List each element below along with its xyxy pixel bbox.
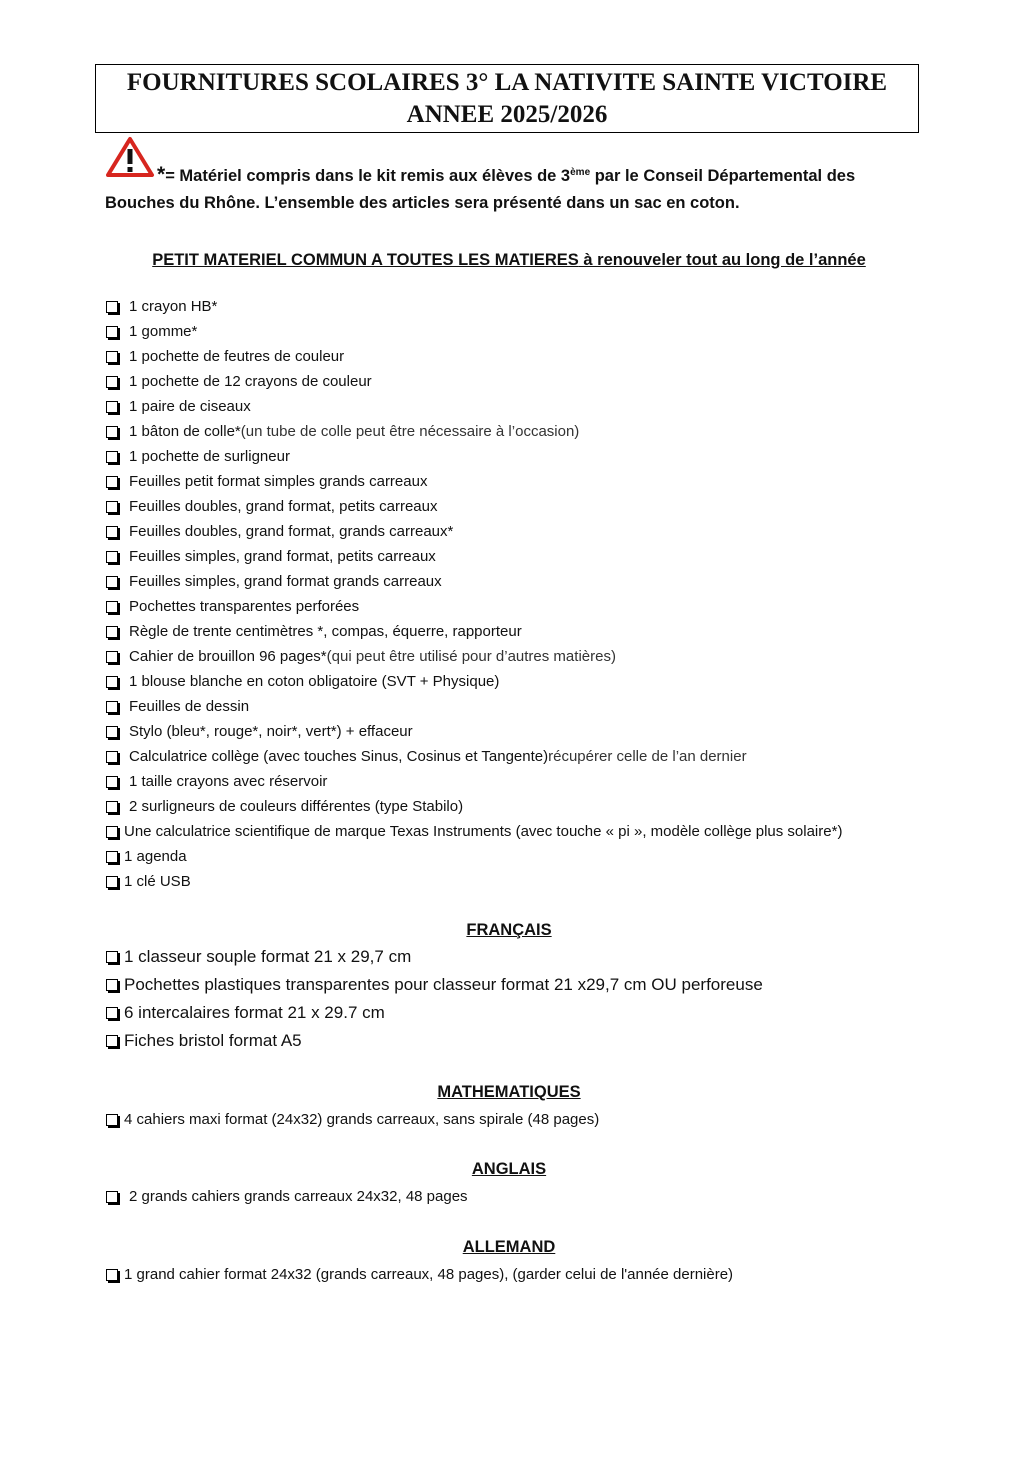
item-text: Stylo (bleu*, rouge*, noir*, vert*) + effaceur	[129, 723, 413, 740]
item-text: Une calculatrice scientifique de marque Texas Instruments (avec touche « pi », modèle collège plus solaire*)	[124, 823, 843, 840]
francais-list	[106, 943, 763, 1055]
asterisk-marker: *	[157, 163, 166, 186]
checkbox-icon	[106, 1114, 118, 1126]
checkbox-icon	[106, 301, 118, 313]
section-francais-title: FRANÇAIS	[466, 921, 552, 939]
item-text: Fiches bristol format A5	[124, 1031, 302, 1050]
list-item	[106, 694, 747, 719]
section-commun-title: PETIT MATERIEL COMMUN A TOUTES LES MATIERES à renouveler tout au long de l’année	[152, 251, 866, 269]
section-commun-suffix: à renouveler tout au long de l’année	[578, 251, 866, 269]
checkbox-icon	[106, 851, 118, 863]
list-item	[106, 794, 747, 819]
checkbox-icon	[106, 701, 118, 713]
list-item	[106, 844, 842, 869]
checkbox-icon	[106, 951, 118, 963]
title-box	[95, 64, 919, 133]
checkbox-icon	[106, 451, 118, 463]
checkbox-icon	[106, 626, 118, 638]
item-text: 1 pochette de surligneur	[129, 448, 290, 465]
note-text-c: Bouches du Rhône. L’ensemble des articles sera présenté dans un sac en coton.	[105, 194, 740, 212]
item-extra: (qui peut être utilisé pour d’autres matières)	[326, 648, 616, 665]
item-text: Feuilles simples, grand format grands carreaux	[129, 573, 442, 590]
list-item	[106, 469, 747, 494]
item-text: Calculatrice collège (avec touches Sinus, Cosinus et Tangente)	[129, 748, 549, 765]
maths-list	[106, 1107, 599, 1132]
list-item	[106, 619, 747, 644]
item-text: Feuilles doubles, grand format, grands carreaux*	[129, 523, 454, 540]
checkbox-icon	[106, 801, 118, 813]
item-text: Feuilles simples, grand format, petits carreaux	[129, 548, 436, 565]
list-item	[106, 594, 747, 619]
list-item	[106, 344, 747, 369]
anglais-list	[106, 1184, 468, 1209]
checkbox-icon	[106, 501, 118, 513]
item-text: 1 crayon HB*	[129, 298, 218, 315]
item-text: Pochettes transparentes perforées	[129, 598, 360, 615]
item-text: Feuilles petit format simples grands carreaux	[129, 473, 428, 490]
checkbox-icon	[106, 876, 118, 888]
checkbox-icon	[106, 1269, 118, 1281]
checkbox-icon	[106, 651, 118, 663]
section-anglais-title: ANGLAIS	[471, 1160, 547, 1178]
checkbox-icon	[106, 326, 118, 338]
item-text: 4 cahiers maxi format (24x32) grands carreaux, sans spirale (48 pages)	[124, 1111, 600, 1128]
list-item	[106, 644, 747, 669]
note-sup: ème	[570, 167, 591, 178]
allemand-list	[106, 1262, 733, 1287]
list-item	[106, 1107, 599, 1132]
item-extra: (un tube de colle peut être nécessaire à l’occasion)	[240, 423, 580, 440]
list-item	[106, 569, 747, 594]
list-item	[106, 943, 763, 971]
item-text: 6 intercalaires format 21 x 29.7 cm	[124, 1003, 385, 1022]
list-item	[106, 419, 747, 444]
list-item	[106, 444, 747, 469]
list-item	[106, 769, 747, 794]
note-text-a: = Matériel compris dans le kit remis aux élèves de 3	[165, 167, 571, 185]
item-text: Cahier de brouillon 96 pages*	[129, 648, 327, 665]
list-item	[106, 519, 747, 544]
checkbox-icon	[106, 476, 118, 488]
note-text-b: par le Conseil Départemental des	[590, 167, 856, 185]
commun-list-tight	[106, 819, 842, 894]
checkbox-icon	[106, 979, 118, 991]
item-text: 1 pochette de feutres de couleur	[129, 348, 345, 365]
checkbox-icon	[106, 576, 118, 588]
checkbox-icon	[106, 676, 118, 688]
item-extra: récupérer celle de l’an dernier	[548, 748, 747, 765]
item-text: 1 gomme*	[129, 323, 198, 340]
list-item	[106, 369, 747, 394]
checkbox-icon	[106, 401, 118, 413]
checkbox-icon	[106, 751, 118, 763]
checkbox-icon	[106, 551, 118, 563]
item-text: 1 pochette de 12 crayons de couleur	[129, 373, 372, 390]
checkbox-icon	[106, 601, 118, 613]
item-text: 1 blouse blanche en coton obligatoire (SVT + Physique)	[129, 673, 500, 690]
list-item	[106, 869, 842, 894]
item-text: 1 agenda	[124, 848, 187, 865]
title-line-2: ANNEE 2025/2026	[406, 101, 608, 128]
item-text: Pochettes plastiques transparentes pour classeur format 21 x29,7 cm OU perforeuse	[124, 975, 763, 994]
item-text: 1 grand cahier format 24x32 (grands carreaux, 48 pages), (garder celui de l'année dernière)	[124, 1266, 734, 1283]
checkbox-icon	[106, 826, 118, 838]
item-text: 1 clé USB	[124, 873, 191, 890]
section-allemand-title: ALLEMAND	[462, 1238, 556, 1256]
checkbox-icon	[106, 776, 118, 788]
list-item	[106, 394, 747, 419]
item-text: 1 taille crayons avec réservoir	[129, 773, 328, 790]
checkbox-icon	[106, 1035, 118, 1047]
checkbox-icon	[106, 1191, 118, 1203]
item-text: Règle de trente centimètres *, compas, équerre, rapporteur	[129, 623, 522, 640]
section-maths-title: MATHEMATIQUES	[437, 1083, 581, 1101]
list-item	[106, 294, 747, 319]
list-item	[106, 669, 747, 694]
item-text: Feuilles doubles, grand format, petits carreaux	[129, 498, 438, 515]
checkbox-icon	[106, 426, 118, 438]
list-item	[106, 819, 842, 844]
item-text: 2 grands cahiers grands carreaux 24x32, 48 pages	[129, 1188, 468, 1205]
checkbox-icon	[106, 526, 118, 538]
checkbox-icon	[106, 1007, 118, 1019]
item-text: 1 paire de ciseaux	[129, 398, 251, 415]
item-text: 1 classeur souple format 21 x 29,7 cm	[124, 947, 412, 966]
list-item	[106, 319, 747, 344]
checkbox-icon	[106, 351, 118, 363]
item-text: 1 bâton de colle*	[129, 423, 241, 440]
title-line-1: FOURNITURES SCOLAIRES 3° LA NATIVITE SAINTE VICTOIRE	[126, 69, 888, 96]
list-item	[106, 719, 747, 744]
list-item	[106, 494, 747, 519]
list-item	[106, 1027, 763, 1055]
list-item	[106, 1184, 468, 1209]
list-item	[106, 1262, 733, 1287]
item-text: Feuilles de dessin	[129, 698, 250, 715]
list-item	[106, 544, 747, 569]
list-item	[106, 971, 763, 999]
checkbox-icon	[106, 726, 118, 738]
list-item	[106, 744, 747, 769]
checkbox-icon	[106, 376, 118, 388]
kit-note	[105, 158, 925, 218]
item-text: 2 surligneurs de couleurs différentes (type Stabilo)	[129, 798, 464, 815]
commun-list	[106, 294, 747, 819]
list-item	[106, 999, 763, 1027]
